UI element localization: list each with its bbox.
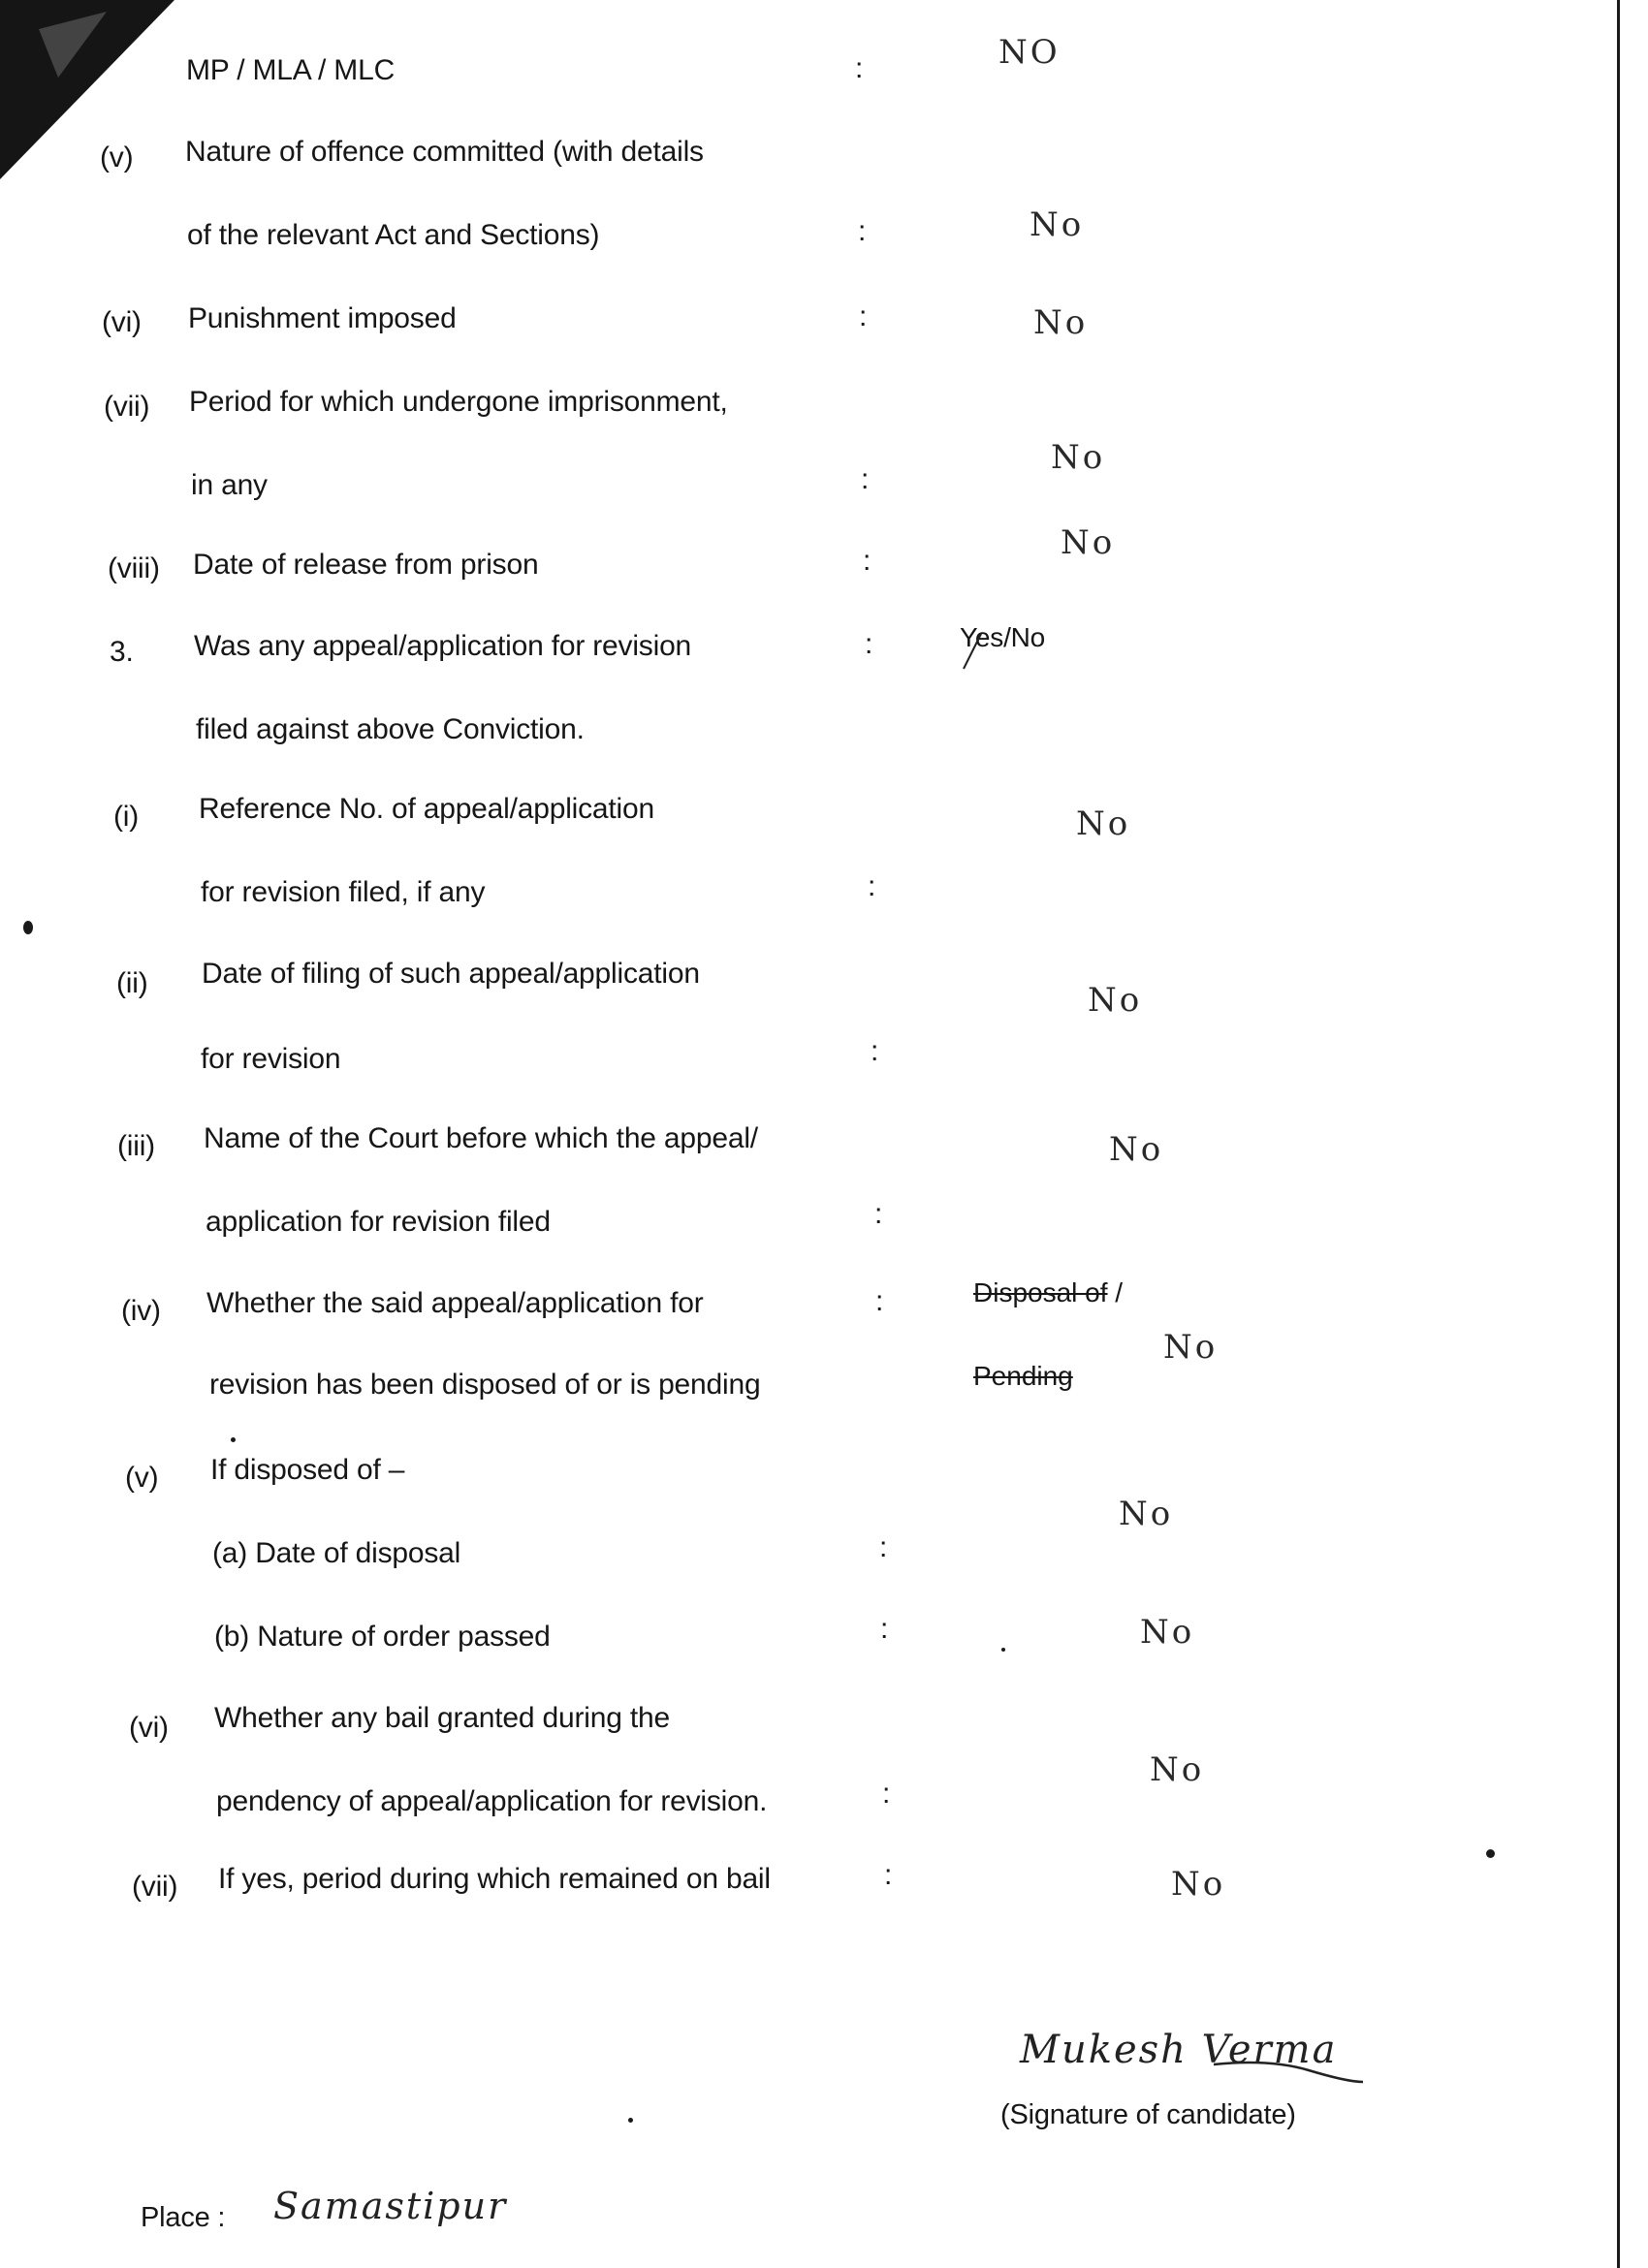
scan-speck (23, 921, 33, 934)
field-colon: : (874, 1198, 883, 1230)
scan-edge-line (1617, 0, 1620, 2268)
strike-mark (960, 632, 989, 671)
field-label: (a) Date of disposal (212, 1537, 461, 1569)
item-number: (iv) (121, 1295, 161, 1327)
handwritten-answer: No (1076, 804, 1131, 843)
status-option-disposal (973, 1277, 1123, 1308)
field-colon: : (882, 1778, 891, 1810)
option-separator: / (1107, 1277, 1124, 1307)
item-number: (viii) (108, 552, 160, 584)
field-label: application for revision filed (206, 1206, 551, 1238)
field-label: for revision filed, if any (201, 876, 486, 908)
field-label: pendency of appeal/application for revision. (216, 1785, 768, 1817)
handwritten-answer: No (1061, 523, 1116, 562)
field-colon: : (875, 1285, 884, 1317)
field-label: in any (191, 469, 268, 501)
item-number: (vi) (129, 1712, 169, 1744)
handwritten-answer: No (1109, 1130, 1164, 1169)
item-number: (vi) (102, 306, 142, 338)
item-number: (iii) (117, 1130, 155, 1162)
field-label: If disposed of – (210, 1454, 405, 1486)
scan-speck (628, 2118, 633, 2123)
yes-no-option: Yes/No (960, 622, 1046, 652)
field-colon: : (861, 463, 870, 495)
field-label: Was any appeal/application for revision (194, 630, 692, 662)
handwritten-answer: No (1171, 1865, 1226, 1904)
handwritten-answer: No (1150, 1750, 1205, 1789)
field-colon: : (871, 1035, 879, 1067)
item-number: (ii) (116, 967, 148, 999)
field-label: Punishment imposed (188, 302, 457, 334)
handwritten-answer: No (1119, 1495, 1174, 1533)
place-value: Samastipur (273, 2185, 508, 2227)
signature-image: Mukesh Verma (1020, 2028, 1338, 2072)
field-label: Date of release from prison (193, 549, 539, 581)
handwritten-answer: No (1140, 1613, 1195, 1652)
field-label: Date of filing of such appeal/application (202, 958, 700, 990)
field-colon: : (859, 300, 868, 332)
signature-caption: (Signature of candidate) (1000, 2099, 1296, 2130)
signature-underline (1212, 2053, 1367, 2092)
item-number: (v) (100, 142, 134, 173)
handwritten-answer: No (1163, 1328, 1219, 1367)
item-number: (i) (113, 801, 140, 833)
field-label: for revision (201, 1043, 341, 1075)
field-colon: : (868, 870, 876, 902)
field-colon: : (855, 52, 864, 84)
item-number: (vii) (132, 1871, 178, 1903)
handwritten-answer: NO (998, 33, 1061, 72)
field-label: revision has been disposed of or is pending (209, 1369, 761, 1401)
field-colon: : (884, 1859, 893, 1891)
field-label: Nature of offence committed (with details (185, 136, 704, 168)
field-label: If yes, period during which remained on bail (218, 1863, 771, 1895)
scan-speck (1001, 1648, 1005, 1652)
field-label: Name of the Court before which the appeal/ (204, 1122, 758, 1154)
scan-speck (1486, 1849, 1495, 1858)
item-number: (vii) (104, 391, 150, 423)
field-label: of the relevant Act and Sections) (187, 219, 600, 251)
item-number: 3. (110, 636, 134, 668)
field-label: filed against above Conviction. (196, 713, 585, 745)
place-label: Place : (141, 2202, 226, 2233)
field-colon: : (880, 1613, 889, 1645)
field-label: Period for which undergone imprisonment, (189, 386, 728, 418)
field-colon: : (865, 628, 873, 660)
field-label: MP / MLA / MLC (186, 54, 396, 86)
item-number: (v) (125, 1462, 159, 1494)
handwritten-answer: No (1030, 205, 1085, 244)
field-colon: : (879, 1531, 888, 1563)
scan-speck (231, 1437, 236, 1442)
field-label: (b) Nature of order passed (214, 1621, 551, 1653)
field-colon: : (863, 545, 872, 577)
field-label: Whether any bail granted during the (214, 1702, 670, 1734)
field-label: Reference No. of appeal/application (199, 793, 654, 825)
field-colon: : (858, 215, 867, 247)
handwritten-answer: No (1051, 438, 1106, 477)
struck-option-disposal: Disposal of (973, 1277, 1108, 1307)
scan-corner-artifact (0, 0, 184, 184)
handwritten-answer: No (1088, 981, 1143, 1020)
handwritten-answer: No (1033, 303, 1089, 342)
struck-option-pending: Pending (973, 1361, 1073, 1391)
field-label: Whether the said appeal/application for (206, 1287, 704, 1319)
